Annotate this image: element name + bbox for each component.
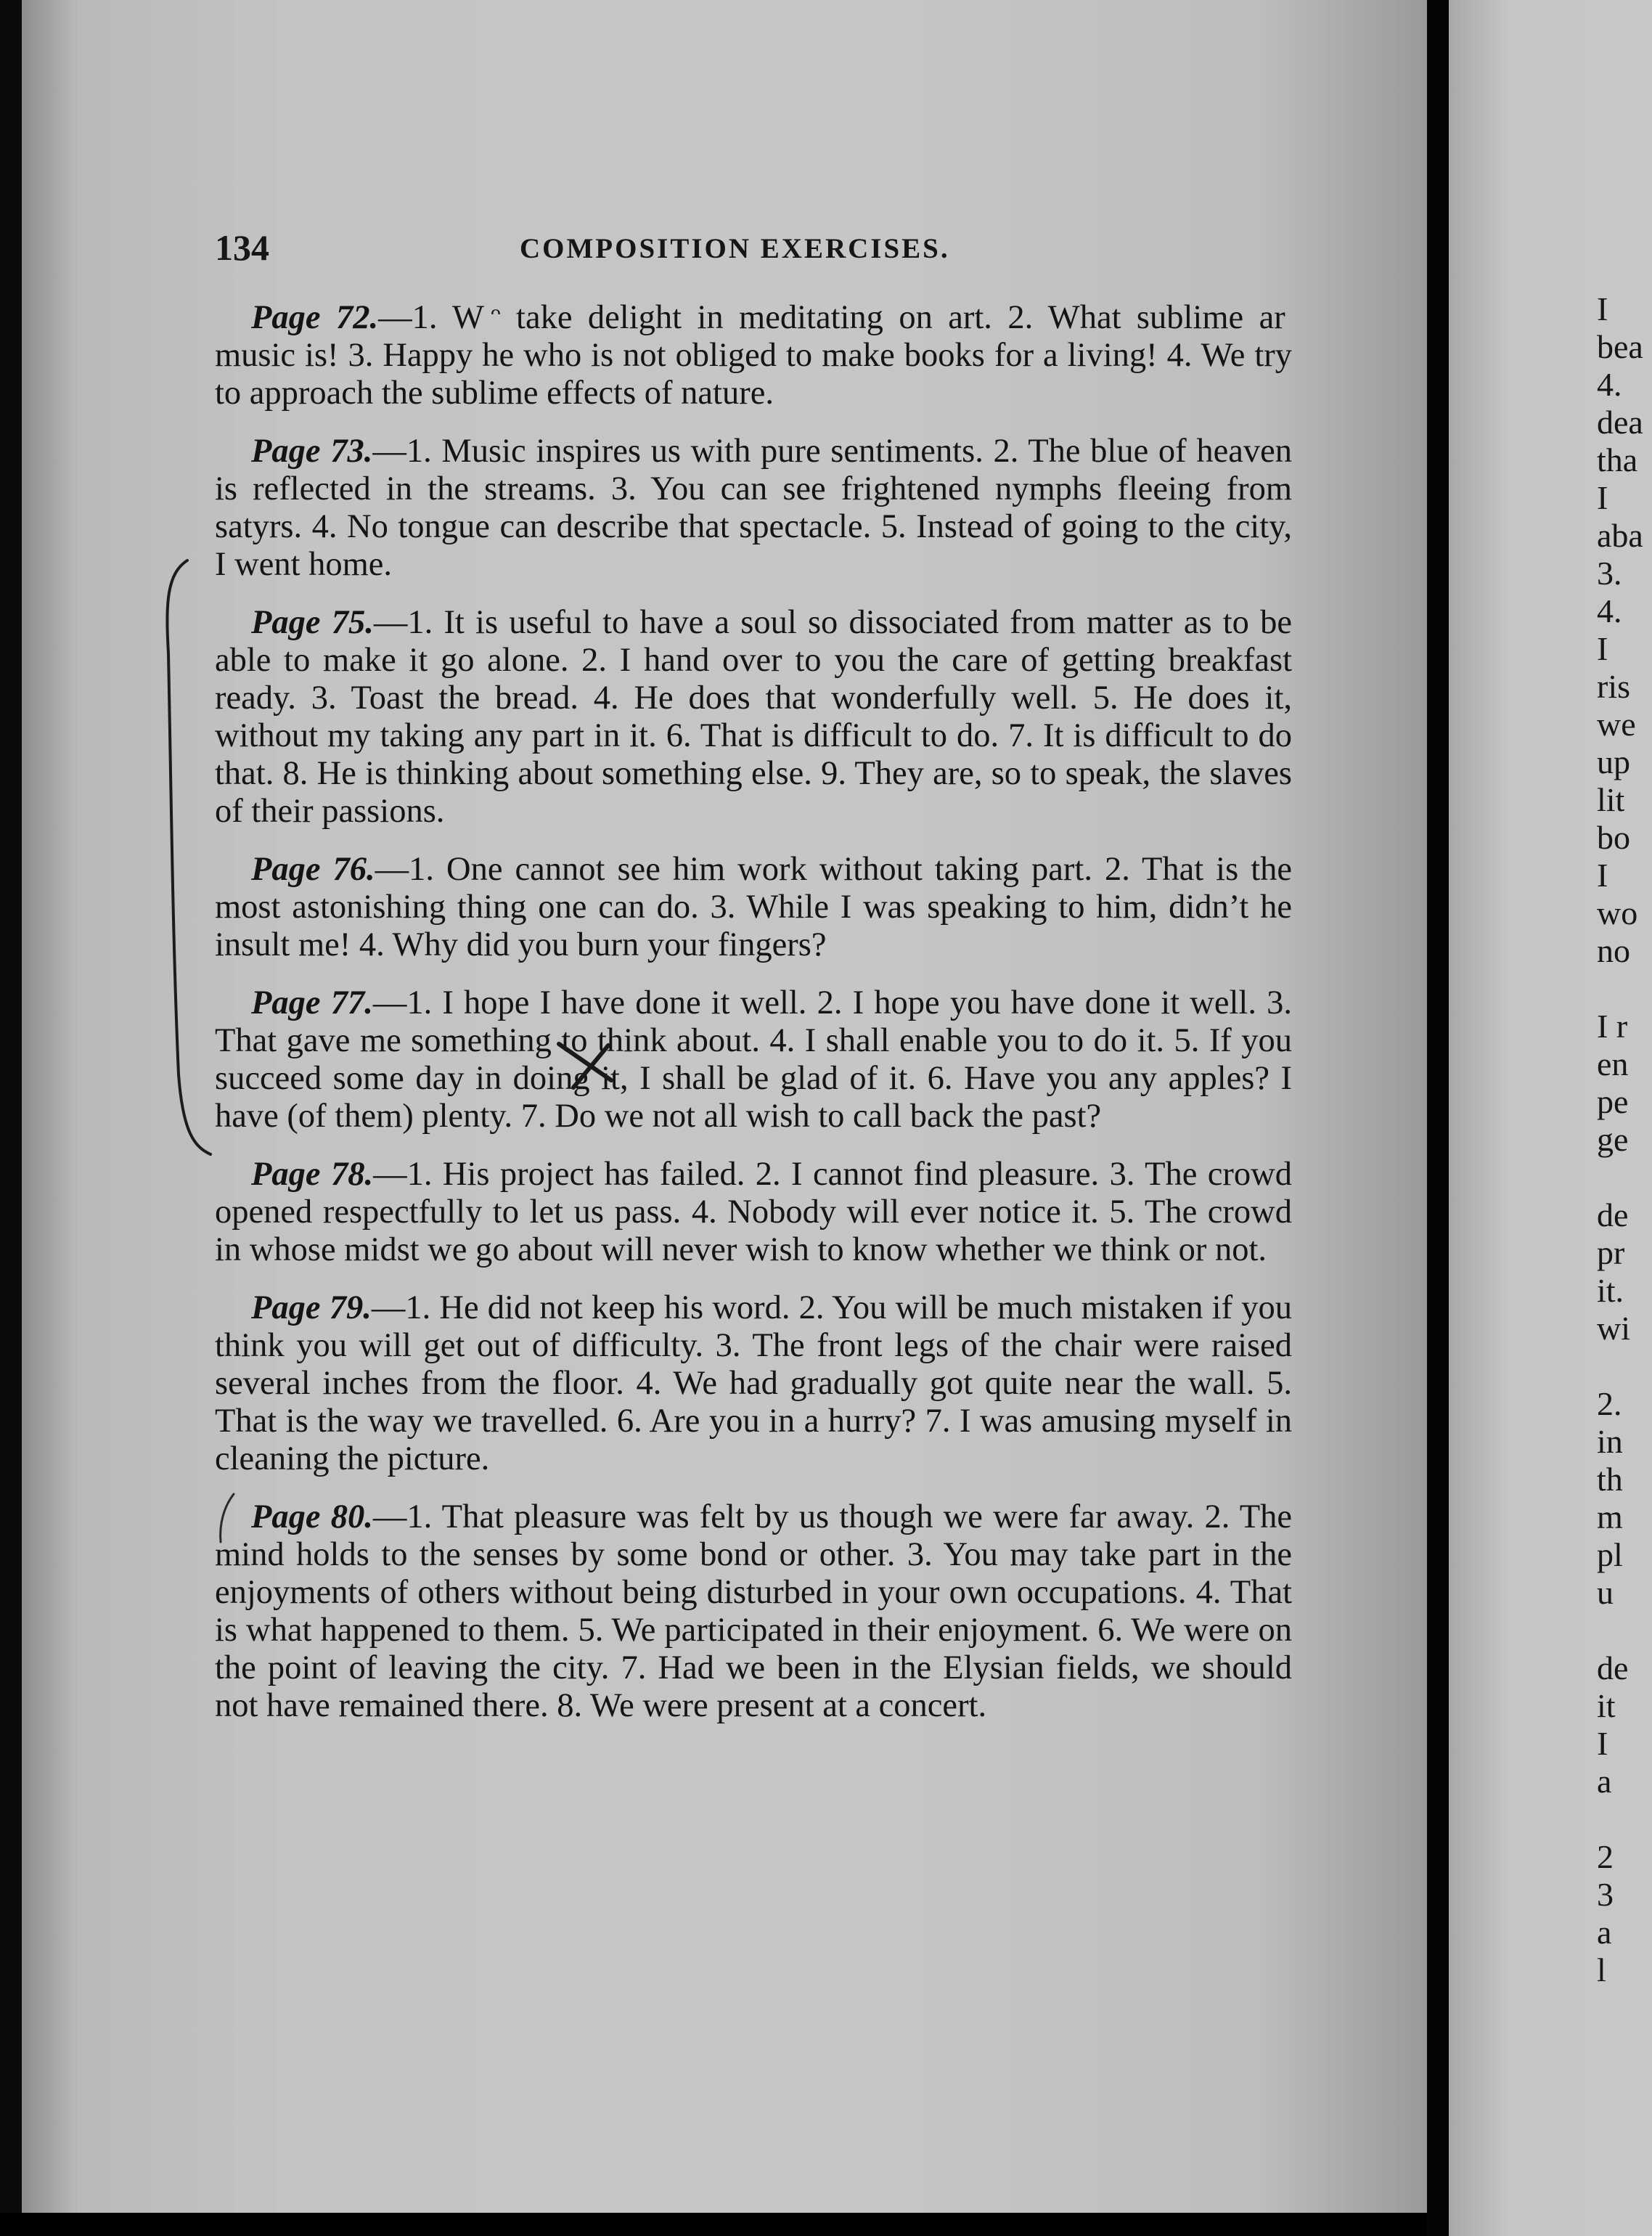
facing-line: wo	[1597, 894, 1638, 931]
paragraph-reference: Page 72.	[251, 299, 379, 336]
facing-line: it.	[1597, 1272, 1624, 1309]
facing-line: we	[1597, 706, 1636, 743]
facing-line: l	[1597, 1951, 1606, 1988]
facing-line: bo	[1597, 819, 1630, 856]
facing-line: a	[1597, 1763, 1612, 1800]
paragraph-reference: Page 77.	[251, 984, 373, 1021]
paragraph-text: —1. He did not keep his word. 2. You will be much mistaken if you think you will get out of difficulty. 3. The front legs of the chair were raised several inches from the floor. 4. We had gradually got quite near the wall. 5. That is the way we travelled. 6. Are you in a hurry? 7. I was amusing myself in cleaning the picture.	[215, 1289, 1292, 1477]
facing-line: aba	[1597, 517, 1643, 554]
facing-line: 3	[1597, 1876, 1614, 1913]
paragraph-reference: Page 75.	[251, 604, 374, 641]
paragraph-reference: Page 76.	[251, 851, 375, 888]
paragraph-text: —1. That pleasure was felt by us though we were far away. 2. The mind holds to the senses by some bond or other. 3. You may take part in the enjoyments of others without being disturbed in your own occupations. 4. That is what happened to them. 5. We participated in their enjoyment. 6. We were on the point of leaving the city. 7. Had we been in the Elysian fields, we should not have remained there. 8. We were present at a concert.	[215, 1498, 1293, 1724]
margin-tick-mark	[221, 1494, 234, 1542]
facing-line	[1597, 1612, 1652, 1649]
margin-bracket-mark	[167, 560, 210, 1154]
facing-line: en	[1597, 1045, 1629, 1082]
page-number: 134	[215, 227, 269, 268]
facing-line: u	[1597, 1574, 1614, 1611]
facing-line: 2	[1597, 1838, 1614, 1875]
facing-line: pe	[1597, 1083, 1629, 1120]
facing-line: m	[1597, 1498, 1623, 1535]
running-title: COMPOSITION EXERCISES.	[520, 233, 950, 264]
facing-line: pl	[1597, 1536, 1623, 1573]
facing-line: I	[1597, 1725, 1608, 1762]
facing-line: de	[1597, 1649, 1629, 1686]
paragraph-text: —1. I hope I have done it well. 2. I hope you have done it well. 3. That gave me something to think about. 4. I shall enable you to do it. 5. If you succeed some day in doing it, I shall be glad of it. 6. Have you any apples? I have (of them) plenty. 7. Do we not all wish to call back the past?	[215, 984, 1293, 1135]
paragraph-reference: Page 78.	[251, 1156, 374, 1193]
facing-line: no	[1597, 932, 1630, 969]
facing-line: 3.	[1597, 555, 1622, 592]
facing-line: in	[1597, 1423, 1623, 1460]
paragraph-text: —1. It is useful to have a soul so dissociated from matter as to be able to make it go alone. 2. I hand over to you the care of getting breakfast ready. 3. Toast the bread. 4. He does that wonderfully well. 5. He does it, without my taking any part in it. 6. That is difficult to do. 7. It is difficult to do that. 8. He is thinking about something else. 9. They are, so to speak, the slaves of their passions.	[215, 604, 1293, 830]
facing-line: wi	[1597, 1310, 1630, 1347]
facing-line: tha	[1597, 441, 1638, 478]
facing-line: I	[1597, 290, 1608, 327]
facing-line: I	[1597, 857, 1608, 894]
paragraph-reference: Page 79.	[251, 1289, 372, 1326]
paragraph-reference: Page 73.	[251, 433, 373, 470]
facing-line	[1597, 1800, 1652, 1838]
paragraph-text: —1. One cannot see him work without taking part. 2. That is the most astonishing thing one can do. 3. While I was speaking to him, didn’t he insult me! 4. Why did you burn your fingers?	[215, 851, 1293, 963]
facing-line	[1597, 1347, 1652, 1385]
facing-line: I	[1597, 479, 1608, 516]
facing-line: I	[1597, 630, 1608, 667]
facing-line: bea	[1597, 328, 1643, 365]
facing-line: pr	[1597, 1234, 1625, 1271]
facing-line: ge	[1597, 1121, 1629, 1158]
pencil-x-mark	[559, 1044, 611, 1088]
facing-line: 4.	[1597, 592, 1622, 629]
facing-line	[1597, 1159, 1652, 1196]
facing-line: I r	[1597, 1008, 1628, 1045]
facing-line: 4.	[1597, 366, 1622, 403]
facing-line	[1597, 970, 1652, 1008]
paragraph-text: —1. Music inspires us with pure sentiments. 2. The blue of heaven is reflected in the streams. 3. You can see frightened nymphs fleeing from satyrs. 4. No tongue can describe that spectacle. 5. Instead of going to the city, I went home.	[215, 433, 1292, 583]
paragraph-reference: Page 80.	[251, 1498, 373, 1535]
facing-page-fragments	[1597, 290, 1652, 1989]
facing-line: ris	[1597, 668, 1630, 705]
facing-line: up	[1597, 743, 1630, 780]
paragraph-text: —1. W ᵔ take delight in meditating on art. 2. What sublime ar music is! 3. Happy he who is not obliged to make books for a living! 4. We try to approach the sublime effects of nature.	[215, 299, 1293, 412]
facing-line: 2.	[1597, 1385, 1622, 1422]
facing-line: it	[1597, 1687, 1616, 1724]
facing-line: de	[1597, 1196, 1629, 1233]
facing-line: a	[1597, 1914, 1612, 1951]
paragraph-text: —1. His project has failed. 2. I cannot find pleasure. 3. The crowd opened respectfully to let us pass. 4. Nobody will ever notice it. 5. The crowd in whose midst we go about will never wish to know whether we think or not.	[215, 1156, 1292, 1268]
facing-line: lit	[1597, 781, 1625, 818]
facing-line: dea	[1597, 404, 1643, 441]
facing-line: th	[1597, 1461, 1623, 1498]
